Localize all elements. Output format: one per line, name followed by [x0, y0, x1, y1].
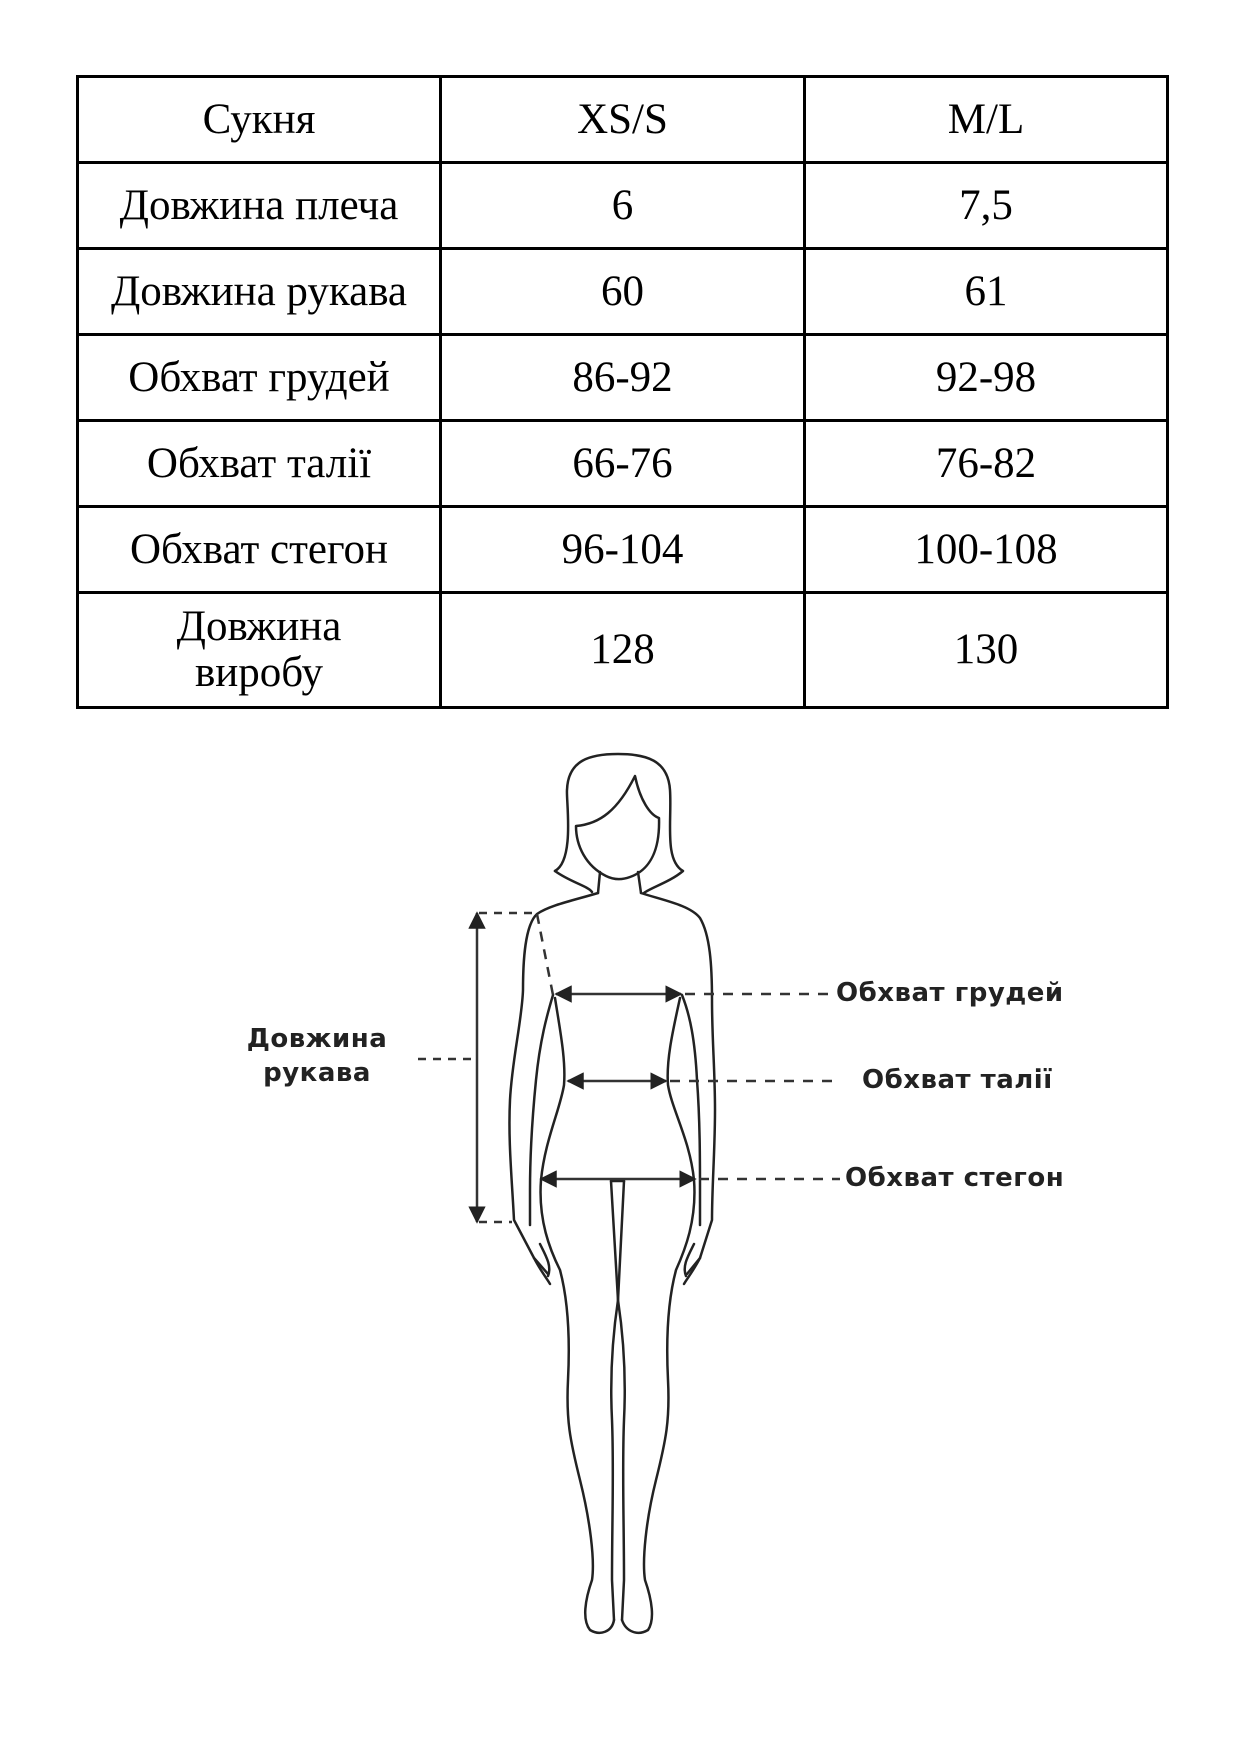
hips-label: Обхват стегон: [845, 1163, 1065, 1193]
cell-xs-s: 60: [441, 249, 805, 335]
waist-label: Обхват талії: [862, 1065, 1053, 1095]
cell-xs-s: 96-104: [441, 507, 805, 593]
cell-m-l: 76-82: [805, 421, 1168, 507]
sleeve-length-label: [232, 1022, 402, 1090]
row-label: Довжина плеча: [78, 163, 441, 249]
cell-m-l: 100-108: [805, 507, 1168, 593]
row-label: Обхват стегон: [78, 507, 441, 593]
cell-xs-s: 66-76: [441, 421, 805, 507]
table-row: [78, 335, 1168, 421]
row-label: [78, 593, 441, 708]
row-label-line-2: виробу: [194, 649, 324, 696]
cell-m-l: 7,5: [805, 163, 1168, 249]
cell-m-l: 92-98: [805, 335, 1168, 421]
cell-xs-s: 6: [441, 163, 805, 249]
female-figure-icon: [0, 730, 1240, 1730]
header-cell-m-l: M/L: [805, 77, 1168, 163]
table-row: [78, 163, 1168, 249]
body-measurement-diagram: [0, 730, 1240, 1730]
header-cell-garment: Сукня: [78, 77, 441, 163]
sleeve-label-line-1: Довжина: [246, 1024, 388, 1054]
table-header-row: [78, 77, 1168, 163]
header-cell-xs-s: XS/S: [441, 77, 805, 163]
row-label: Обхват талії: [78, 421, 441, 507]
table-row: [78, 421, 1168, 507]
table-row: [78, 507, 1168, 593]
row-label-line-1: Довжина: [176, 603, 342, 650]
size-table: [76, 75, 1169, 709]
table-row: [78, 593, 1168, 708]
row-label: Довжина рукава: [78, 249, 441, 335]
chest-label: Обхват грудей: [836, 978, 1064, 1008]
sleeve-label-line-2: рукава: [263, 1058, 371, 1088]
cell-m-l: 130: [805, 593, 1168, 708]
cell-m-l: 61: [805, 249, 1168, 335]
cell-xs-s: 86-92: [441, 335, 805, 421]
cell-xs-s: 128: [441, 593, 805, 708]
row-label: Обхват грудей: [78, 335, 441, 421]
table-row: [78, 249, 1168, 335]
